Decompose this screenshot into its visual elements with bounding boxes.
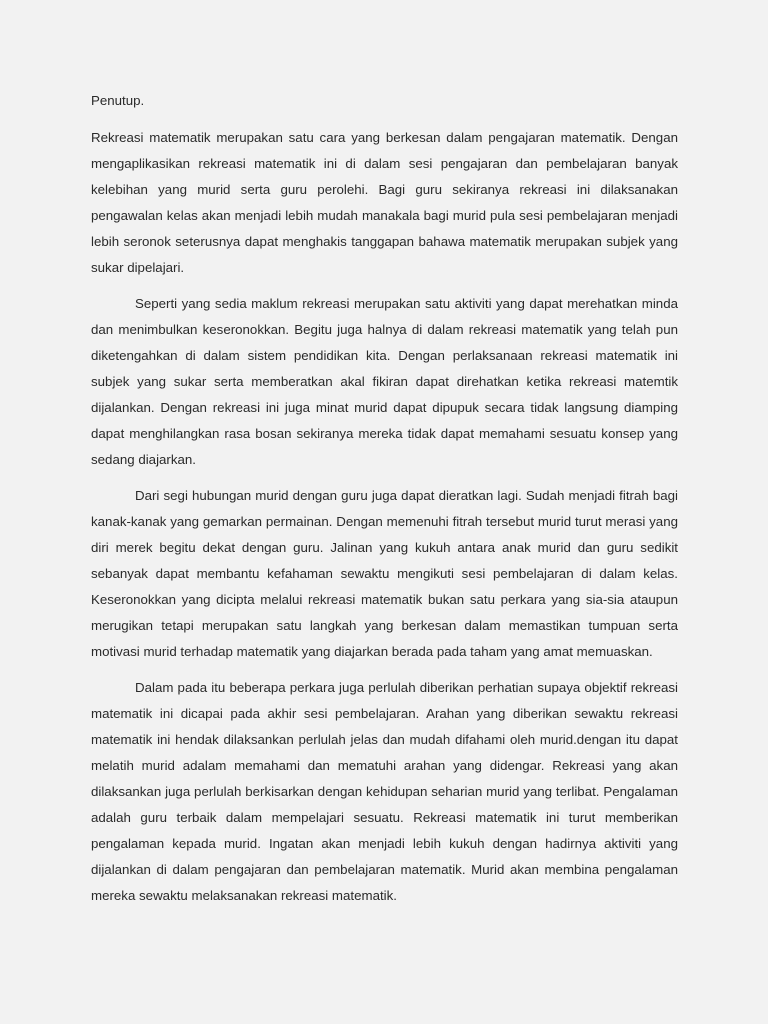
paragraph-4: Dalam pada itu beberapa perkara juga perlulah diberikan perhatian supaya objektif rekreasi matematik ini dicapai pada akhir sesi pembelajaran. Arahan yang diberikan sewaktu rekreasi matematik ini hendak dilaksankan perlulah jelas dan mudah difahami oleh murid.dengan itu dapat melatih murid adalam memahami dan mematuhi arahan yang didengar. Rekreasi yang akan dilaksankan juga perlulah berkisarkan dengan kehidupan seharian murid yang terlibat. Pengalaman adalah guru terbaik dalam mempelajari sesuatu. Rekreasi matematik ini turut memberikan pengalaman kepada murid. Ingatan akan menjadi lebih kukuh dengan hadirnya aktiviti yang dijalankan di dalam pengajaran dan pembelajaran matematik. Murid akan membina pengalaman mereka sewaktu melaksanakan rekreasi matematik. — [91, 680, 678, 903]
paragraph-3: Dari segi hubungan murid dengan guru juga dapat dieratkan lagi. Sudah menjadi fitrah bagi kanak-kanak yang gemarkan permainan. Dengan memenuhi fitrah tersebut murid turut merasi yang diri merek begitu dekat dengan guru. Jalinan yang kukuh antara anak murid dan guru sedikit sebanyak dapat membantu kefahaman sewaktu mengikuti sesi pembelajaran di dalam kelas. Keseronokkan yang dicipta melalui rekreasi matematik bukan satu perkara yang sia-sia ataupun merugikan tetapi merupakan satu langkah yang berkesan dalam memastikan tumpuan serta motivasi murid terhadap matematik yang diajarkan berada pada taham yang amat memuaskan. — [91, 488, 678, 659]
paragraph-2: Seperti yang sedia maklum rekreasi merupakan satu aktiviti yang dapat merehatkan minda dan menimbulkan keseronokkan. Begitu juga halnya di dalam rekreasi matematik yang telah pun diketengahkan di dalam sistem pendidikan kita. Dengan perlaksanaan rekreasi matematik ini subjek yang sukar serta memberatkan akal fikiran dapat direhatkan ketika rekreasi matemtik dijalankan. Dengan rekreasi ini juga minat murid dapat dipupuk secara tidak langsung diamping dapat menghilangkan rasa bosan sekiranya mereka tidak dapat memahami sesuatu konsep yang sedang diajarkan. — [91, 296, 678, 467]
section-heading: Penutup. — [91, 93, 145, 108]
document-body — [91, 88, 678, 919]
paragraph-1: Rekreasi matematik merupakan satu cara yang berkesan dalam pengajaran matematik. Dengan mengaplikasikan rekreasi matematik ini di dalam sesi pengajaran dan pembelajaran banyak kelebihan yang murid serta guru perolehi. Bagi guru sekiranya rekreasi ini dilaksanakan pengawalan kelas akan menjadi lebih mudah manakala bagi murid pula sesi pembelajaran menjadi lebih seronok seterusnya dapat menghakis tanggapan bahawa matematik merupakan subjek yang sukar dipelajari. — [91, 130, 678, 275]
